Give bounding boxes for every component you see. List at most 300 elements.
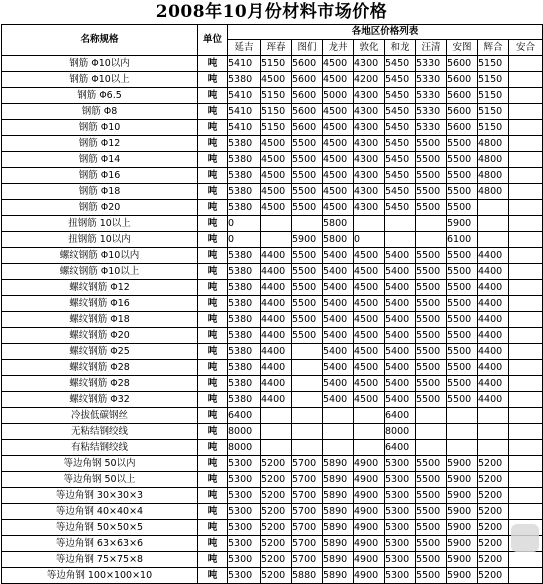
unit-cell: 吨	[198, 408, 228, 424]
price-cell: 5500	[292, 296, 323, 312]
price-cell	[509, 312, 543, 328]
material-name: 螺纹钢筋 Φ10以上	[2, 264, 198, 280]
price-cell: 4900	[354, 552, 385, 568]
price-cell: 5400	[385, 376, 416, 392]
price-cell: 5380	[228, 168, 261, 184]
material-name: 螺纹钢筋 Φ28	[2, 360, 198, 376]
region-header: 安图	[447, 40, 478, 56]
price-cell: 5500	[416, 328, 447, 344]
price-cell: 5500	[447, 312, 478, 328]
region-header: 龙井	[323, 40, 354, 56]
price-cell: 5380	[228, 328, 261, 344]
table-row	[2, 168, 543, 184]
price-cell	[261, 408, 292, 424]
price-cell	[292, 440, 323, 456]
price-cell: 4500	[261, 152, 292, 168]
price-cell: 5300	[228, 488, 261, 504]
price-cell: 5600	[292, 120, 323, 136]
price-cell: 5300	[228, 520, 261, 536]
unit-cell: 吨	[198, 200, 228, 216]
price-cell: 5890	[323, 472, 354, 488]
price-cell: 5880	[292, 568, 323, 584]
price-cell	[509, 232, 543, 248]
price-cell: 5500	[416, 472, 447, 488]
table-row	[2, 296, 543, 312]
price-cell: 4400	[261, 280, 292, 296]
material-name: 螺纹钢筋 Φ20	[2, 328, 198, 344]
unit-cell: 吨	[198, 312, 228, 328]
region-header: 和龙	[385, 40, 416, 56]
price-cell: 5400	[323, 392, 354, 408]
price-cell: 5900	[447, 216, 478, 232]
price-cell	[292, 360, 323, 376]
price-cell: 4900	[354, 488, 385, 504]
price-cell	[292, 424, 323, 440]
material-name: 螺纹钢筋 Φ16	[2, 296, 198, 312]
price-cell: 4500	[354, 280, 385, 296]
price-cell: 5450	[385, 120, 416, 136]
price-cell: 4500	[354, 264, 385, 280]
price-cell: 4900	[354, 536, 385, 552]
price-cell	[509, 360, 543, 376]
unit-cell: 吨	[198, 136, 228, 152]
price-cell: 5500	[292, 168, 323, 184]
unit-cell: 吨	[198, 296, 228, 312]
unit-cell: 吨	[198, 168, 228, 184]
table-row	[2, 216, 543, 232]
price-cell: 5200	[478, 456, 509, 472]
material-name: 螺纹钢筋 Φ28	[2, 376, 198, 392]
price-cell: 5700	[292, 552, 323, 568]
price-cell: 5400	[323, 280, 354, 296]
table-row	[2, 56, 543, 72]
price-cell	[416, 408, 447, 424]
price-cell: 5380	[228, 344, 261, 360]
table-row	[2, 376, 543, 392]
region-header: 珲春	[261, 40, 292, 56]
price-cell: 5900	[447, 520, 478, 536]
unit-cell: 吨	[198, 56, 228, 72]
unit-cell: 吨	[198, 88, 228, 104]
price-cell	[509, 296, 543, 312]
price-cell	[509, 440, 543, 456]
unit-cell: 吨	[198, 232, 228, 248]
price-cell	[509, 376, 543, 392]
price-cell	[509, 456, 543, 472]
column-header-name: 名称规格	[2, 25, 198, 56]
price-cell: 5380	[228, 72, 261, 88]
price-cell	[261, 232, 292, 248]
price-cell: 5500	[447, 328, 478, 344]
price-cell: 5500	[416, 504, 447, 520]
price-cell: 5200	[478, 536, 509, 552]
price-cell	[385, 232, 416, 248]
price-cell: 5300	[228, 456, 261, 472]
price-cell	[509, 88, 543, 104]
material-name: 等边角钢 100×100×10	[2, 568, 198, 584]
table-row	[2, 488, 543, 504]
price-cell: 5600	[447, 120, 478, 136]
price-cell	[509, 280, 543, 296]
price-cell: 4900	[354, 456, 385, 472]
price-cell: 5200	[261, 520, 292, 536]
price-cell	[478, 232, 509, 248]
price-cell: 5500	[416, 360, 447, 376]
price-table-body	[2, 56, 543, 584]
table-row	[2, 520, 543, 536]
price-cell: 5150	[261, 120, 292, 136]
price-cell	[323, 408, 354, 424]
price-cell	[416, 216, 447, 232]
price-cell: 5150	[261, 56, 292, 72]
price-cell: 5500	[292, 264, 323, 280]
price-cell: 5150	[478, 120, 509, 136]
price-cell: 5500	[447, 360, 478, 376]
price-cell: 5500	[416, 280, 447, 296]
price-cell	[509, 168, 543, 184]
price-cell: 4400	[478, 344, 509, 360]
price-cell: 5200	[261, 536, 292, 552]
price-cell: 4900	[354, 568, 385, 584]
price-cell: 5400	[385, 312, 416, 328]
price-cell: 5600	[292, 88, 323, 104]
price-cell: 5500	[292, 312, 323, 328]
price-cell: 4300	[354, 200, 385, 216]
price-cell: 5300	[385, 536, 416, 552]
material-name: 螺纹钢筋 Φ10以内	[2, 248, 198, 264]
region-header: 图们	[292, 40, 323, 56]
unit-cell: 吨	[198, 104, 228, 120]
price-cell	[261, 216, 292, 232]
price-cell: 5500	[292, 200, 323, 216]
price-cell: 5700	[292, 520, 323, 536]
material-name: 冷拔低碳钢丝	[2, 408, 198, 424]
price-cell: 5700	[292, 488, 323, 504]
price-cell: 5500	[447, 184, 478, 200]
table-row	[2, 280, 543, 296]
material-name: 扭钢筋 10以内	[2, 232, 198, 248]
price-cell: 5900	[292, 232, 323, 248]
price-cell: 4400	[261, 392, 292, 408]
unit-cell: 吨	[198, 280, 228, 296]
material-name: 等边角钢 75×75×8	[2, 552, 198, 568]
price-cell: 5500	[416, 168, 447, 184]
price-cell: 5500	[416, 312, 447, 328]
price-cell: 4400	[478, 392, 509, 408]
watermark-logo	[511, 524, 539, 552]
price-cell: 5330	[416, 56, 447, 72]
price-cell: 4300	[354, 184, 385, 200]
price-cell: 5890	[323, 504, 354, 520]
unit-cell: 吨	[198, 440, 228, 456]
region-header: 汪清	[416, 40, 447, 56]
price-cell: 5890	[323, 552, 354, 568]
price-cell: 4800	[478, 168, 509, 184]
price-cell: 5150	[261, 104, 292, 120]
price-cell: 5500	[292, 248, 323, 264]
table-row	[2, 136, 543, 152]
price-cell: 4500	[323, 104, 354, 120]
price-cell: 4400	[261, 296, 292, 312]
price-cell	[416, 440, 447, 456]
price-cell: 5380	[228, 200, 261, 216]
price-cell: 5500	[292, 152, 323, 168]
price-cell: 5400	[385, 360, 416, 376]
price-cell: 5500	[416, 152, 447, 168]
price-cell	[447, 440, 478, 456]
price-cell: 5410	[228, 104, 261, 120]
price-cell	[478, 200, 509, 216]
price-cell: 5300	[385, 552, 416, 568]
material-name: 钢筋 Φ18	[2, 184, 198, 200]
price-cell: 5330	[416, 120, 447, 136]
price-cell: 5500	[447, 280, 478, 296]
unit-cell: 吨	[198, 536, 228, 552]
price-cell: 5700	[292, 472, 323, 488]
price-cell: 5330	[416, 88, 447, 104]
price-cell: 5400	[385, 296, 416, 312]
price-cell: 5600	[292, 56, 323, 72]
price-cell: 5890	[323, 456, 354, 472]
price-cell: 6100	[447, 232, 478, 248]
price-cell: 5500	[447, 296, 478, 312]
unit-cell: 吨	[198, 248, 228, 264]
price-cell: 5500	[447, 376, 478, 392]
price-cell	[509, 248, 543, 264]
table-row	[2, 408, 543, 424]
price-cell: 4500	[323, 168, 354, 184]
price-cell: 5380	[228, 312, 261, 328]
price-cell	[323, 424, 354, 440]
price-cell: 4900	[354, 472, 385, 488]
price-cell: 5200	[478, 520, 509, 536]
material-name: 钢筋 Φ16	[2, 168, 198, 184]
price-cell: 5200	[261, 568, 292, 584]
price-cell	[509, 72, 543, 88]
price-cell: 5380	[228, 360, 261, 376]
price-cell: 6400	[385, 440, 416, 456]
unit-cell: 吨	[198, 328, 228, 344]
table-row	[2, 328, 543, 344]
price-cell: 5890	[323, 536, 354, 552]
price-cell: 4500	[354, 360, 385, 376]
price-cell: 4800	[478, 152, 509, 168]
price-cell: 5900	[447, 536, 478, 552]
price-cell	[447, 408, 478, 424]
price-cell: 5380	[228, 280, 261, 296]
price-cell: 5900	[447, 472, 478, 488]
price-cell	[509, 344, 543, 360]
price-cell: 4300	[354, 104, 385, 120]
unit-cell: 吨	[198, 152, 228, 168]
price-cell: 5900	[447, 456, 478, 472]
price-cell: 4500	[261, 184, 292, 200]
price-cell: 5400	[323, 360, 354, 376]
column-header-unit: 单位	[198, 25, 228, 56]
price-cell: 5200	[261, 472, 292, 488]
price-cell: 5450	[385, 184, 416, 200]
price-cell: 0	[354, 232, 385, 248]
table-row	[2, 88, 543, 104]
price-cell: 4400	[478, 264, 509, 280]
price-cell: 5500	[416, 456, 447, 472]
material-name: 钢筋 Φ14	[2, 152, 198, 168]
price-cell: 8000	[385, 424, 416, 440]
price-cell	[261, 440, 292, 456]
price-cell: 5700	[292, 504, 323, 520]
price-cell: 4500	[354, 248, 385, 264]
price-cell	[509, 152, 543, 168]
price-cell: 5300	[228, 504, 261, 520]
table-row	[2, 392, 543, 408]
price-cell: 4400	[478, 376, 509, 392]
price-cell: 0	[228, 216, 261, 232]
price-cell: 5450	[385, 152, 416, 168]
price-cell: 5300	[228, 472, 261, 488]
table-row	[2, 312, 543, 328]
price-cell: 5150	[478, 56, 509, 72]
price-cell: 5500	[447, 136, 478, 152]
material-name: 螺纹钢筋 Φ25	[2, 344, 198, 360]
price-cell: 5300	[228, 568, 261, 584]
price-cell: 5500	[292, 280, 323, 296]
price-cell: 5500	[416, 136, 447, 152]
table-row	[2, 344, 543, 360]
price-cell: 5400	[323, 344, 354, 360]
price-cell: 8000	[228, 424, 261, 440]
price-cell	[354, 216, 385, 232]
price-cell: 4400	[261, 248, 292, 264]
price-cell: 4500	[261, 168, 292, 184]
price-cell: 4500	[261, 72, 292, 88]
price-cell: 5500	[416, 568, 447, 584]
price-cell: 5400	[323, 376, 354, 392]
price-cell: 5800	[323, 232, 354, 248]
region-group-header: 各地区价格列表	[228, 25, 543, 40]
price-cell: 5890	[323, 520, 354, 536]
price-cell: 5450	[385, 56, 416, 72]
price-cell: 5150	[478, 88, 509, 104]
price-cell: 5200	[478, 552, 509, 568]
table-row	[2, 104, 543, 120]
price-cell: 5400	[385, 392, 416, 408]
price-cell	[478, 216, 509, 232]
price-cell	[292, 344, 323, 360]
price-cell: 4800	[478, 136, 509, 152]
price-cell: 5700	[292, 456, 323, 472]
price-cell: 4500	[354, 312, 385, 328]
table-row	[2, 184, 543, 200]
price-cell: 5000	[323, 88, 354, 104]
material-name: 钢筋 Φ10	[2, 120, 198, 136]
price-cell: 4400	[261, 312, 292, 328]
unit-cell: 吨	[198, 264, 228, 280]
price-cell: 5450	[385, 200, 416, 216]
price-cell: 5400	[323, 296, 354, 312]
price-cell: 5500	[416, 552, 447, 568]
price-cell: 5380	[228, 184, 261, 200]
price-cell: 4200	[354, 72, 385, 88]
price-cell: 5410	[228, 120, 261, 136]
price-cell	[509, 264, 543, 280]
table-row	[2, 504, 543, 520]
price-cell: 5300	[385, 488, 416, 504]
price-cell: 0	[228, 232, 261, 248]
table-row	[2, 440, 543, 456]
material-name: 扭钢筋 10以上	[2, 216, 198, 232]
material-name: 等边角钢 50以内	[2, 456, 198, 472]
price-cell: 5600	[292, 104, 323, 120]
price-cell: 5380	[228, 296, 261, 312]
price-cell: 5150	[478, 72, 509, 88]
price-cell: 4400	[261, 264, 292, 280]
price-cell: 4400	[478, 312, 509, 328]
price-cell	[509, 568, 543, 584]
price-cell	[478, 424, 509, 440]
price-cell: 4400	[478, 296, 509, 312]
unit-cell: 吨	[198, 216, 228, 232]
table-row	[2, 472, 543, 488]
price-cell: 4300	[354, 152, 385, 168]
price-cell: 5450	[385, 168, 416, 184]
unit-cell: 吨	[198, 376, 228, 392]
price-cell: 5500	[447, 392, 478, 408]
price-cell: 5500	[416, 248, 447, 264]
material-name: 螺纹钢筋 Φ12	[2, 280, 198, 296]
price-cell: 5450	[385, 72, 416, 88]
price-cell: 5900	[447, 488, 478, 504]
price-cell: 8000	[228, 440, 261, 456]
table-row	[2, 360, 543, 376]
table-row	[2, 568, 543, 584]
price-cell: 4900	[354, 504, 385, 520]
unit-cell: 吨	[198, 552, 228, 568]
price-cell	[478, 440, 509, 456]
price-cell: 4400	[261, 360, 292, 376]
price-cell: 4500	[354, 296, 385, 312]
price-cell: 5300	[385, 456, 416, 472]
table-row	[2, 72, 543, 88]
price-cell: 5200	[478, 504, 509, 520]
price-cell: 4500	[323, 72, 354, 88]
price-cell: 5500	[416, 536, 447, 552]
price-cell: 5400	[385, 264, 416, 280]
price-cell: 5380	[228, 392, 261, 408]
material-name: 等边角钢 50×50×5	[2, 520, 198, 536]
price-cell: 5380	[228, 248, 261, 264]
price-cell	[509, 184, 543, 200]
material-name: 等边角钢 50以上	[2, 472, 198, 488]
price-cell: 4500	[323, 136, 354, 152]
price-cell: 5900	[447, 568, 478, 584]
price-cell	[354, 424, 385, 440]
price-cell: 4300	[354, 168, 385, 184]
table-row	[2, 264, 543, 280]
price-cell: 5200	[478, 488, 509, 504]
price-cell: 5400	[323, 328, 354, 344]
material-name: 钢筋 Φ20	[2, 200, 198, 216]
price-cell: 4400	[478, 360, 509, 376]
price-cell: 5200	[478, 472, 509, 488]
price-cell: 5400	[323, 248, 354, 264]
price-cell	[323, 440, 354, 456]
price-cell: 5200	[261, 488, 292, 504]
price-cell: 6400	[385, 408, 416, 424]
price-cell: 5500	[447, 200, 478, 216]
price-cell: 4500	[354, 392, 385, 408]
price-cell: 4500	[261, 136, 292, 152]
price-cell	[292, 216, 323, 232]
